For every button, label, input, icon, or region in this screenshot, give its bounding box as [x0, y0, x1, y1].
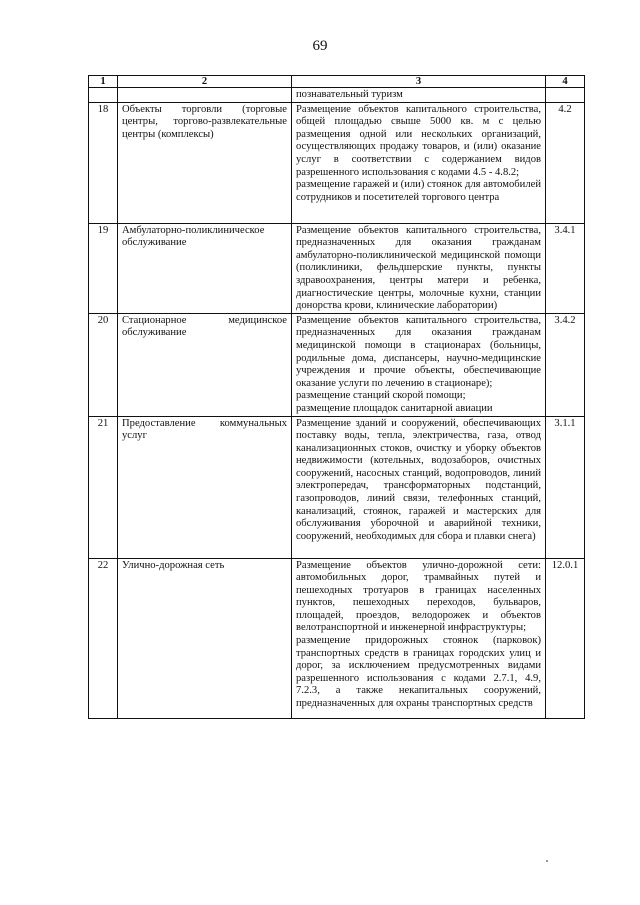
description-paragraph: Размещение объектов капитального строительства, предназначенных для оказания гражданам медицинской помощи в стационарах (больницы, родильные дома, диспансеры, научно-медицинские учреждения и прочие объекты, обеспечивающие оказание услуги по лечению в стационаре);	[296, 314, 541, 389]
description-paragraph: Размещение зданий и сооружений, обеспечивающих поставку воды, тепла, электричества, газа, отвод канализационных стоков, очистку и уборку объектов недвижимости (котельных, водозаборов, очистных сооружений, насосных станций, водопроводов, линий электропередач, трансформаторных подстанций, газопроводов, линий связи, телефонных станций, канализаций, стоянок, гаражей и мастерских для обслуживания уборочной и аварийной техники, сооружений, необходимых для сбора и плавки снега)	[296, 417, 541, 542]
row-code: 3.4.1	[546, 223, 585, 313]
row-name: Стационарное медицинское обслуживание	[118, 313, 292, 416]
row-description	[292, 313, 546, 416]
scan-dot	[546, 860, 548, 862]
description-paragraph: размещение станций скорой помощи;	[296, 390, 466, 402]
row-number: 19	[89, 223, 118, 313]
description-paragraph: размещение гаражей и (или) стоянок для автомобилей сотрудников и посетителей торгового центра	[296, 179, 541, 203]
table-row	[89, 313, 585, 416]
row-description	[292, 102, 546, 223]
table-row	[89, 416, 585, 558]
row-description	[292, 223, 546, 313]
description-paragraph: Размещение объектов улично-дорожной сети: автомобильных дорог, трамвайных путей и пешеходных тротуаров в границах населенных пунктов, пешеходных переходов, бульваров, площадей, проездов, велодорожек и объектов велотранспортной и инженерной инфраструктуры;	[296, 559, 541, 634]
header-cell-3: 3	[292, 76, 546, 88]
row-code: 12.0.1	[546, 558, 585, 718]
row-number: 20	[89, 313, 118, 416]
table-row	[89, 558, 585, 718]
row-code: 4.2	[546, 102, 585, 223]
continuation-empty-cell	[546, 88, 585, 103]
page-number: 69	[312, 38, 328, 54]
continuation-empty-cell	[89, 88, 118, 103]
row-number: 21	[89, 416, 118, 558]
continuation-row	[89, 88, 585, 103]
row-name: Предоставление коммунальных услуг	[118, 416, 292, 558]
table-body	[89, 76, 585, 719]
description-paragraph: Размещение объектов капитального строительства, предназначенных для оказания гражданам амбулаторно-поликлинической медицинской помощи (поликлиники, фельдшерские пункты, пункты здравоохранения, центры матери и ребенка, диагностические центры, молочные кухни, станции донорства крови, клинические лаборатории)	[296, 224, 541, 312]
header-cell-2: 2	[118, 76, 292, 88]
header-cell-1: 1	[89, 76, 118, 88]
continuation-text: познавательный туризм	[292, 88, 546, 103]
row-code: 3.4.2	[546, 313, 585, 416]
table-row	[89, 102, 585, 223]
row-name: Улично-дорожная сеть	[118, 558, 292, 718]
header-row	[89, 76, 585, 88]
row-number: 18	[89, 102, 118, 223]
description-paragraph: размещение придорожных стоянок (парковок) транспортных средств в границах городских улиц и дорог, за исключением предусмотренных видами разрешенного использования с кодами 2.7.1, 4.9, 7.2.3, а также некапитальных сооружений, предназначенных для охраны транспортных средств	[296, 635, 541, 710]
description-paragraph: размещение площадок санитарной авиации	[296, 402, 493, 414]
header-cell-4: 4	[546, 76, 585, 88]
land-use-table	[88, 75, 585, 719]
row-code: 3.1.1	[546, 416, 585, 558]
row-description	[292, 558, 546, 718]
row-name: Объекты торговли (торговые центры, торгово-развлекательные центры (комплексы)	[118, 102, 292, 223]
description-paragraph: Размещение объектов капитального строительства, общей площадью свыше 5000 кв. м с целью размещения одной или нескольких организаций, осуществляющих продажу товаров, и (или) оказание услуг в соответствии с содержанием видов разрешенного использования с кодами 4.5 - 4.8.2;	[296, 103, 541, 178]
row-number: 22	[89, 558, 118, 718]
row-name: Амбулаторно-поликлиническое обслуживание	[118, 223, 292, 313]
row-description	[292, 416, 546, 558]
table-row	[89, 223, 585, 313]
continuation-empty-cell	[118, 88, 292, 103]
